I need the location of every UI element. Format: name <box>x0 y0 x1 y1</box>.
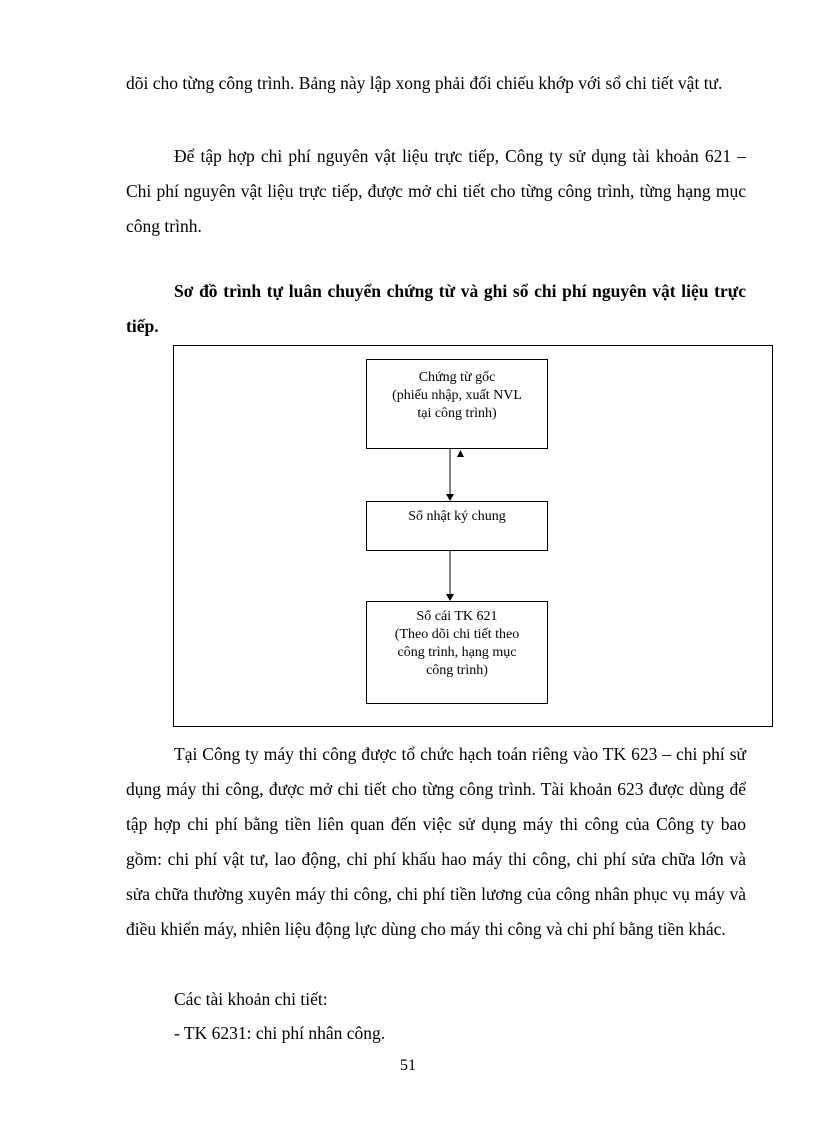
page-number: 51 <box>400 1057 416 1074</box>
box-ledger-621-line4: công trình) <box>426 663 488 678</box>
box-ledger-621-line1: Sổ cái TK 621 <box>416 609 498 624</box>
diagram-heading: Sơ đồ trình tự luân chuyển chứng từ và ghi sổ chi phí nguyên vật liệu trực tiếp. <box>126 281 746 336</box>
box-original-documents-line2: (phiếu nhập, xuất NVL <box>392 388 522 403</box>
box-ledger-621-line3: công trình, hạng mục <box>397 645 517 660</box>
diagram-connectors <box>174 346 772 726</box>
flow-diagram <box>173 345 773 727</box>
paragraph-5: - TK 6231: chi phí nhân công. <box>174 1023 386 1043</box>
box-original-documents-line3: tại công trình) <box>417 406 497 421</box>
paragraph-4: Các tài khoản chi tiết: <box>174 989 328 1009</box>
box-original-documents-line1: Chứng từ gốc <box>418 370 496 385</box>
paragraph-3: Tại Công ty máy thi công được tổ chức hạch toán riêng vào TK 623 – chi phí sử dụng máy thi công, được mở chi tiết cho từng công trình. Tài khoản 623 được dùng để tập hợp chi phí bằng tiền liên quan đến việc sử dụng máy thi công của Công ty bao gồm: chi phí vật tư, lao động, chi phí khấu hao máy thi công, chi phí sửa chữa lớn và sửa chữa thường xuyên máy thi công, chi phí tiền lương của công nhân phục vụ máy và điều khiển máy, nhiên liệu động lực dùng cho máy thi công và chi phí bằng tiền khác. <box>126 744 746 939</box>
box-ledger-621-line2: (Theo dõi chi tiết theo <box>394 627 520 642</box>
paragraph-2: Để tập hợp chi phí nguyên vật liệu trực tiếp, Công ty sử dụng tài khoản 621 – Chi phí nguyên vật liệu trực tiếp, được mở chi tiết cho từng công trình, từng hạng mục công trình. <box>126 146 746 236</box>
arrow-down-to-box3 <box>446 594 454 601</box>
box-general-journal-line1: Sổ nhật ký chung <box>408 509 506 524</box>
arrow-down-to-box2 <box>446 494 454 501</box>
arrow-up-to-box1 <box>457 450 464 457</box>
paragraph-1: dõi cho từng công trình. Bảng này lập xong phải đối chiếu khớp với sổ chi tiết vật tư. <box>126 73 723 93</box>
